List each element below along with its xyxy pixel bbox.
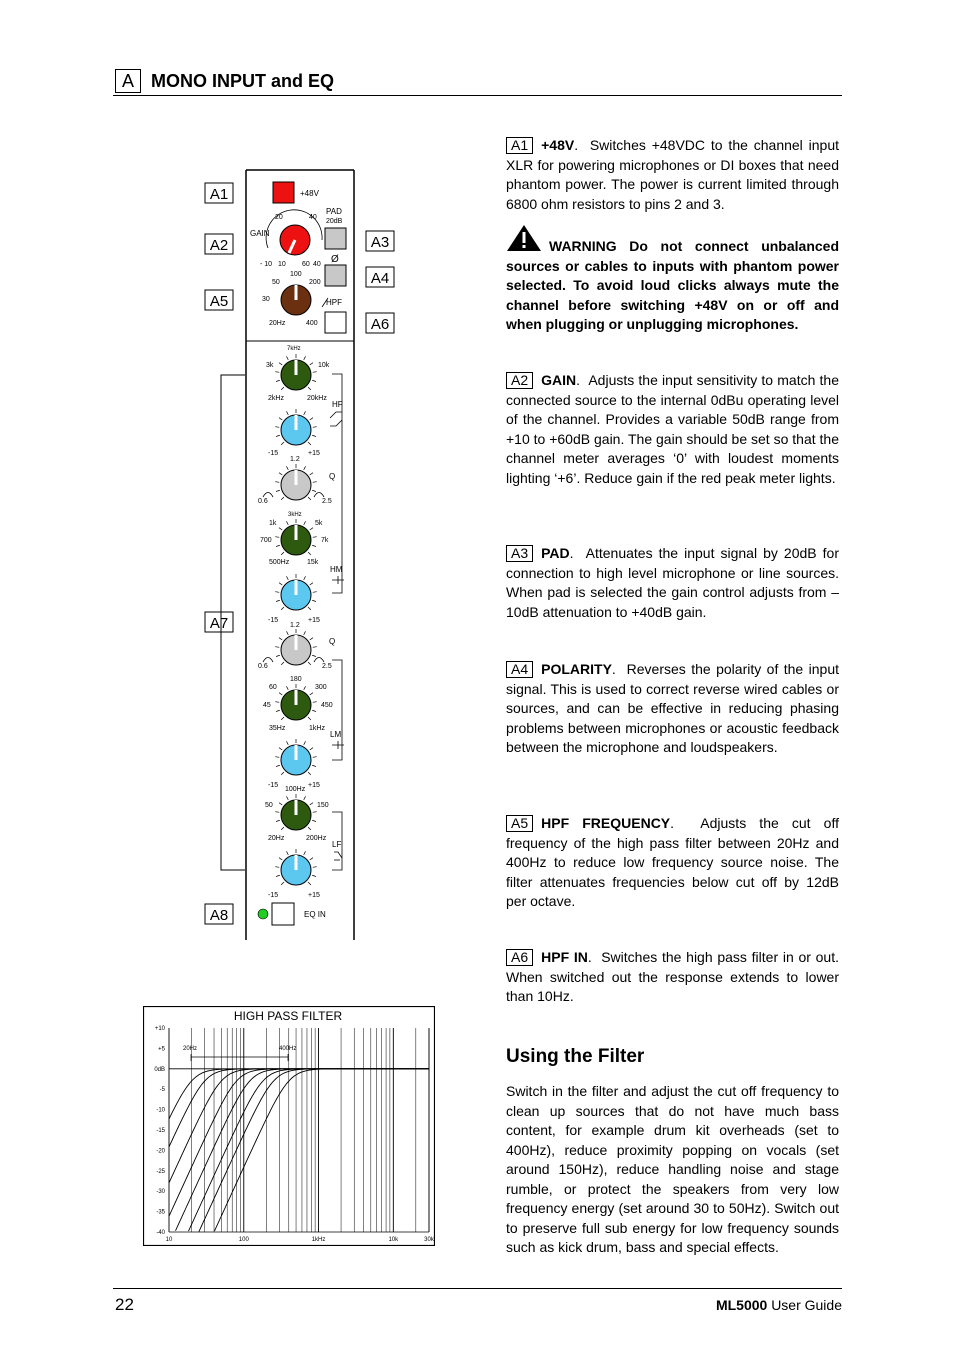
eq-in-label: EQ IN [304, 910, 326, 919]
svg-text:A8: A8 [209, 907, 229, 924]
hpf-frequency-knob[interactable] [281, 285, 311, 315]
svg-text:HPF: HPF [326, 298, 342, 307]
y-tick-label: +5 [158, 1046, 165, 1053]
svg-text:A7: A7 [209, 615, 229, 632]
svg-text:500Hz: 500Hz [269, 559, 290, 566]
svg-text:Q: Q [329, 637, 336, 646]
svg-text:LF: LF [332, 840, 342, 849]
callout-a3 [366, 231, 394, 251]
callout-a1 [205, 183, 233, 203]
svg-text:+15: +15 [308, 617, 320, 624]
svg-text:400: 400 [306, 320, 318, 327]
using-filter-heading: Using the Filter [506, 1046, 645, 1067]
svg-text:150: 150 [317, 802, 329, 809]
section-letter-box: A [115, 69, 141, 93]
svg-text:LM: LM [330, 730, 342, 739]
phantom-label: +48V [300, 189, 319, 198]
a5-body: Adjusts the cut off frequency of the high pass filter between 20Hz and 400Hz to reduce low frequency source noise. The filter attenuates frequencies below cut off by 12dB per octave. [506, 815, 839, 909]
hm-frequency-knob[interactable] [275, 519, 316, 555]
y-tick-label: -25 [156, 1168, 165, 1175]
page-title: MONO INPUT and EQ [151, 71, 335, 91]
svg-text:Ø: Ø [331, 254, 339, 265]
svg-text:A1: A1 [209, 186, 229, 203]
svg-text:20: 20 [275, 214, 283, 221]
callout-a7 [205, 612, 233, 632]
svg-text:20kHz: 20kHz [307, 395, 327, 402]
callout-a4 [366, 267, 394, 287]
callout-a2 [205, 234, 233, 254]
x-tick-label: 100 [238, 1237, 249, 1243]
svg-text:-15: -15 [268, 892, 279, 899]
a2-title: GAIN [541, 372, 577, 388]
y-tick-label: -20 [156, 1148, 165, 1155]
svg-text:+15: +15 [308, 450, 320, 457]
svg-text:1.2: 1.2 [290, 456, 300, 463]
a1-title: +48V [541, 137, 575, 153]
a5-tag: A5 [506, 815, 533, 832]
a6-title: HPF IN [541, 949, 588, 965]
polarity-button[interactable] [325, 265, 346, 286]
svg-text:2.5: 2.5 [322, 498, 332, 505]
svg-text:+15: +15 [308, 782, 320, 789]
svg-text:60: 60 [269, 684, 277, 691]
hm-q-knob[interactable] [275, 464, 316, 500]
gain-knob[interactable] [280, 225, 310, 255]
svg-text:15k: 15k [307, 559, 319, 566]
svg-text:3kHz: 3kHz [288, 512, 302, 518]
svg-text:A6: A6 [370, 316, 390, 333]
lf-gain-knob[interactable] [275, 849, 316, 885]
a6-body: Switches the high pass filter in or out. When switched out the response extends to lower than 10Hz. [506, 949, 839, 1004]
y-tick-label: +10 [154, 1026, 165, 1032]
svg-text:A3: A3 [370, 234, 390, 251]
svg-text:1kHz: 1kHz [309, 725, 325, 732]
lm-frequency-knob[interactable] [275, 684, 316, 720]
y-tick-label: -10 [156, 1107, 165, 1114]
hpf-in-button[interactable] [325, 312, 346, 333]
svg-text:30: 30 [262, 296, 270, 303]
a6-tag: A6 [506, 949, 533, 966]
a2-paragraph: A2 GAIN. Adjusts the input sensitivity to match the connected source to the internal 0dBu operating level of the channel. Provides a variable 50dB range from +10 to +60dB gain. The gain should be set so that the channel meter averages ‘0’ with loudest moments lighting ‘+6’. Reduce gain if the red peak meter lights. [506, 372, 839, 486]
hpf-chart [143, 1006, 435, 1246]
svg-text:20Hz: 20Hz [269, 320, 286, 327]
svg-text:100Hz: 100Hz [285, 786, 306, 793]
svg-text:50: 50 [265, 802, 273, 809]
svg-text:-15: -15 [268, 450, 279, 457]
hm-gain-knob[interactable] [275, 574, 316, 610]
y-tick-label: 0dB [154, 1066, 165, 1073]
callout-a6 [366, 313, 394, 333]
channel-strip-diagram [195, 160, 425, 950]
callout-a5 [205, 290, 233, 310]
svg-text:200: 200 [309, 279, 321, 286]
svg-text:40: 40 [309, 214, 317, 221]
svg-text:1.2: 1.2 [290, 622, 300, 629]
chart-title: HIGH PASS FILTER [233, 1009, 343, 1023]
svg-text:200Hz: 200Hz [306, 835, 327, 842]
svg-text:40: 40 [313, 261, 321, 268]
svg-text:0.6: 0.6 [258, 498, 268, 505]
a4-body: Reverses the polarity of the input signal. This is used to correct reverse wired cables or sources, and can be effective in reducing phasing problems between microphones or acoustic feedback between the microphone and loudspeakers. [506, 661, 840, 755]
lf-frequency-knob[interactable] [275, 794, 316, 830]
a2-body: Adjusts the input sensitivity to match the connected source to the internal 0dBu operating level of the channel. Provides a variable 50dB range from +10 to +60dB gain. The gain should be set so that the channel meter averages ‘0’ with loudest moments lighting ‘+6’. Reduce gain if the red peak meter lights. [506, 372, 839, 486]
a3-tag: A3 [506, 545, 533, 562]
y-tick-label: -35 [156, 1209, 165, 1216]
x-tick-label: 30k [424, 1237, 434, 1243]
svg-text:35Hz: 35Hz [269, 725, 286, 732]
svg-text:-15: -15 [268, 782, 279, 789]
a6-paragraph: A6 HPF IN. Switches the high pass filter in or out. When switched out the response extends to lower than 10Hz. [506, 949, 839, 1004]
callout-a8 [205, 904, 233, 924]
annotation-20hz: 20Hz [183, 1046, 198, 1052]
a3-title: PAD [541, 545, 570, 561]
svg-text:A5: A5 [209, 293, 229, 310]
a5-title: HPF FREQUENCY [541, 815, 671, 831]
footer-product: ML5000 User Guide [715, 1297, 842, 1313]
y-tick-label: -30 [156, 1189, 165, 1196]
pad-button[interactable] [325, 228, 346, 249]
svg-text:A2: A2 [209, 237, 229, 254]
a4-paragraph: A4 POLARITY. Reverses the polarity of the input signal. This is used to correct reverse wired cables or sources, and can be effective in reducing phasing problems between microphones or acoustic feedback between the microphone and loudspeakers. [506, 661, 840, 755]
svg-text:Q: Q [329, 472, 336, 481]
x-tick-label: 1kHz [311, 1237, 326, 1243]
svg-text:450: 450 [321, 702, 333, 709]
eq-in-button[interactable] [272, 903, 294, 925]
x-tick-label: 10k [388, 1237, 399, 1243]
a4-title: POLARITY [541, 661, 612, 677]
svg-text:A4: A4 [370, 270, 390, 287]
lm-q-knob[interactable] [275, 629, 316, 665]
svg-text:-15: -15 [268, 617, 279, 624]
svg-text:GAIN: GAIN [250, 229, 270, 238]
page-number: 22 [115, 1295, 134, 1314]
header-rule [113, 95, 842, 96]
svg-text:300: 300 [315, 684, 327, 691]
svg-text:HF: HF [332, 400, 343, 409]
a3-body: Attenuates the input signal by 20dB for connection to high level microphone or line sources. When pad is selected the gain control adjusts from –10dB attenuation to +40dB gain. [506, 545, 839, 620]
svg-text:0.6: 0.6 [258, 663, 268, 670]
svg-text:7k: 7k [321, 537, 329, 544]
a1-tag: A1 [506, 137, 533, 154]
svg-text:2.5: 2.5 [322, 663, 332, 670]
y-tick-label: -40 [156, 1230, 165, 1236]
svg-text:20Hz: 20Hz [268, 835, 285, 842]
annotation-400hz: 400Hz [279, 1046, 297, 1052]
hf-gain-knob[interactable] [275, 409, 316, 445]
using-filter-body: Switch in the filter and adjust the cut off frequency to clean up sources that do not have much bass content, for example drum kit overheads (set to 400Hz), reduce proximity popping on vocals (set around 150Hz), reduce handling noise and stage rumble, or protect the speakers from very low frequency energy (set around 30 to 50Hz). Switch out to preserve full sub energy for low frequency sounds such as kick drum, bass and special effects. [506, 1083, 839, 1255]
eq-in-led [258, 909, 268, 919]
a2-tag: A2 [506, 372, 533, 389]
a5-paragraph: A5 HPF FREQUENCY. Adjusts the cut off frequency of the high pass filter between 20Hz and 400Hz to reduce low frequency source noise. The filter attenuates frequencies below cut off by 12dB per octave. [506, 815, 839, 909]
svg-text:5k: 5k [315, 520, 323, 527]
a3-paragraph: A3 PAD. Attenuates the input signal by 20dB for connection to high level microphone or line sources. When pad is selected the gain control adjusts from –10dB attenuation to +40dB gain. [506, 545, 839, 620]
warning-text: WARNING Do not connect unbalanced sources or cables to inputs with phantom power selected. To avoid loud clicks always mute the channel before switching +48V on or off and when plugging or unplugging microphones. [506, 238, 839, 332]
svg-text:20dB: 20dB [326, 218, 343, 225]
svg-text:100: 100 [290, 271, 302, 278]
hf-frequency-knob[interactable] [275, 354, 316, 390]
x-tick-label: 10 [165, 1237, 173, 1243]
svg-text:10k: 10k [318, 362, 330, 369]
lm-gain-knob[interactable] [275, 739, 316, 775]
y-tick-label: -5 [159, 1087, 165, 1094]
a1-paragraph: A1 +48V. Switches +48VDC to the channel input XLR for powering microphones or DI boxes that need phantom power. The power is current limited through 6800 ohm resistors to pins 2 and 3. [506, 137, 840, 212]
svg-text:2kHz: 2kHz [268, 395, 284, 402]
svg-text:3k: 3k [266, 362, 274, 369]
svg-text:+15: +15 [308, 892, 320, 899]
svg-text:- 10: - 10 [260, 261, 273, 268]
a4-tag: A4 [506, 661, 533, 678]
svg-text:HM: HM [330, 565, 343, 574]
svg-text:PAD: PAD [326, 207, 342, 216]
footer-rule [113, 1288, 842, 1289]
svg-text:50: 50 [272, 279, 280, 286]
svg-text:10: 10 [278, 261, 286, 268]
svg-text:1k: 1k [269, 520, 277, 527]
y-tick-label: -15 [156, 1128, 165, 1134]
phantom-48v-button[interactable] [273, 182, 294, 203]
svg-text:7kHz: 7kHz [287, 346, 301, 352]
svg-text:45: 45 [263, 702, 271, 709]
a1-body: Switches +48VDC to the channel input XLR for powering microphones or DI boxes that need phantom power. The power is current limited through 6800 ohm resistors to pins 2 and 3. [506, 137, 840, 212]
svg-text:60: 60 [302, 261, 310, 268]
svg-text:180: 180 [290, 676, 302, 683]
svg-text:700: 700 [260, 537, 272, 544]
